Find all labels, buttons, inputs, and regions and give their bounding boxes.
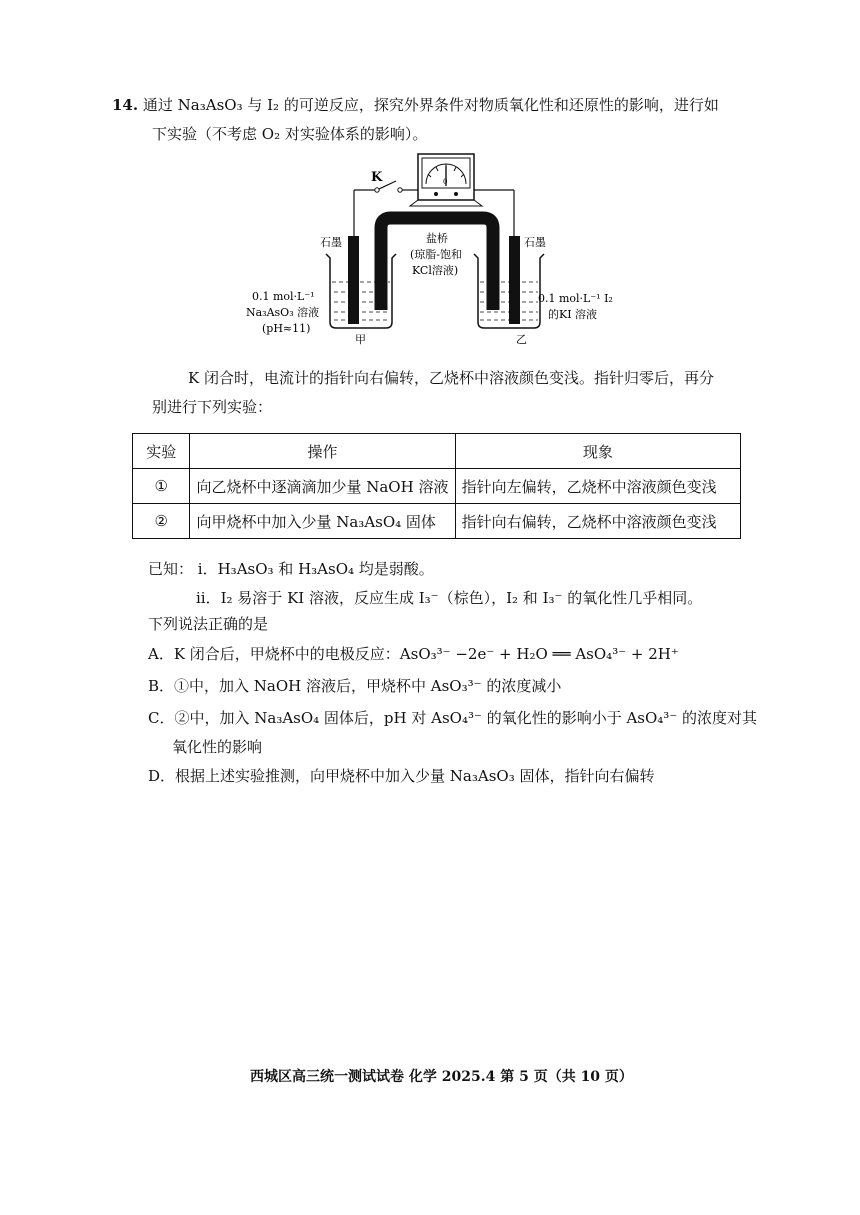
known-label: 已知：	[148, 560, 194, 578]
header-operation: 操作	[190, 434, 455, 469]
question-intro-line2: 下实验（不考虑 O₂ 对实验体系的影响）。	[152, 125, 428, 143]
question-intro-text: 通过 Na₃AsO₃ 与 I₂ 的可逆反应，探究外界条件对物质氧化性和还原性的影响，进行如	[142, 96, 719, 114]
row-phenomenon: 指针向右偏转，乙烧杯中溶液颜色变浅	[455, 504, 740, 539]
row-id: ①	[133, 469, 190, 504]
right-solution-label-1: 0.1 mol·L⁻¹ I₂	[538, 292, 613, 305]
experiment-table	[132, 433, 741, 539]
electrode-right-label: 石墨	[524, 236, 546, 249]
page-footer: 西城区高三统一测试试卷 化学 2025.4 第 5 页（共 10 页）	[250, 1069, 633, 1085]
option-a[interactable]: A．K 闭合后，甲烧杯中的电极反应：AsO₃³⁻ −2e⁻ + H₂O ══ AsO₄³⁻ + 2H⁺	[148, 645, 679, 663]
observation-line2: 别进行下列实验：	[152, 398, 273, 416]
row-id: ②	[133, 504, 190, 539]
header-experiment: 实验	[133, 434, 190, 469]
table-row	[133, 469, 741, 504]
switch-contact-right	[398, 188, 402, 192]
salt-bridge-label-3: KCl溶液)	[412, 264, 459, 277]
graphite-electrode-right	[509, 236, 520, 324]
observation-line1: K 闭合时，电流计的指针向右偏转，乙烧杯中溶液颜色变浅。指针归零后，再分	[188, 369, 714, 387]
right-solution-label-2: 的KI 溶液	[548, 308, 598, 321]
galvanometer-zero: 0	[443, 178, 448, 186]
beaker-left-label: 甲	[355, 333, 366, 346]
row-operation: 向乙烧杯中逐滴滴加少量 NaOH 溶液	[190, 469, 455, 504]
galvanometer-icon	[410, 154, 482, 206]
left-solution-label-1: 0.1 mol·L⁻¹	[252, 290, 315, 303]
salt-bridge-label-2: (琼脂-饱和	[410, 248, 463, 261]
option-c[interactable]: C．②中，加入 Na₃AsO₄ 固体后，pH 对 AsO₄³⁻ 的氧化性的影响小于 AsO₄³⁻ 的浓度对其	[148, 709, 758, 727]
left-solution-label-2: Na₃AsO₃ 溶液	[246, 306, 320, 319]
option-b[interactable]: B．①中，加入 NaOH 溶液后，甲烧杯中 AsO₃³⁻ 的浓度减小	[148, 677, 562, 695]
question-number: 14.	[112, 96, 139, 114]
known-item-i: i．H₃AsO₃ 和 H₃AsO₄ 均是弱酸。	[197, 560, 434, 578]
question-prompt: 下列说法正确的是	[148, 615, 269, 633]
row-phenomenon: 指针向左偏转，乙烧杯中溶液颜色变浅	[455, 469, 740, 504]
table-row	[133, 504, 741, 539]
left-solution-label-3: (pH≈11)	[262, 322, 311, 335]
galvanic-cell-diagram	[240, 150, 630, 350]
electrode-left-label: 石墨	[320, 236, 342, 249]
switch-label: K	[371, 170, 383, 185]
row-operation: 向甲烧杯中加入少量 Na₃AsO₄ 固体	[190, 504, 455, 539]
option-c-continued: 氧化性的影响	[172, 738, 263, 756]
table-header-row	[133, 434, 741, 469]
known-line-i	[148, 559, 434, 579]
question-intro-line1	[112, 95, 719, 115]
switch-contact-left	[375, 188, 379, 192]
graphite-electrode-left	[348, 236, 359, 324]
header-phenomenon: 现象	[455, 434, 740, 469]
option-d[interactable]: D．根据上述实验推测，向甲烧杯中加入少量 Na₃AsO₃ 固体，指针向右偏转	[148, 767, 655, 785]
salt-bridge-label-1: 盐桥	[426, 232, 448, 245]
known-item-ii: ii．I₂ 易溶于 KI 溶液，反应生成 I₃⁻（棕色），I₂ 和 I₃⁻ 的氧化性几乎相同。	[196, 589, 703, 607]
beaker-right-label: 乙	[516, 333, 527, 346]
